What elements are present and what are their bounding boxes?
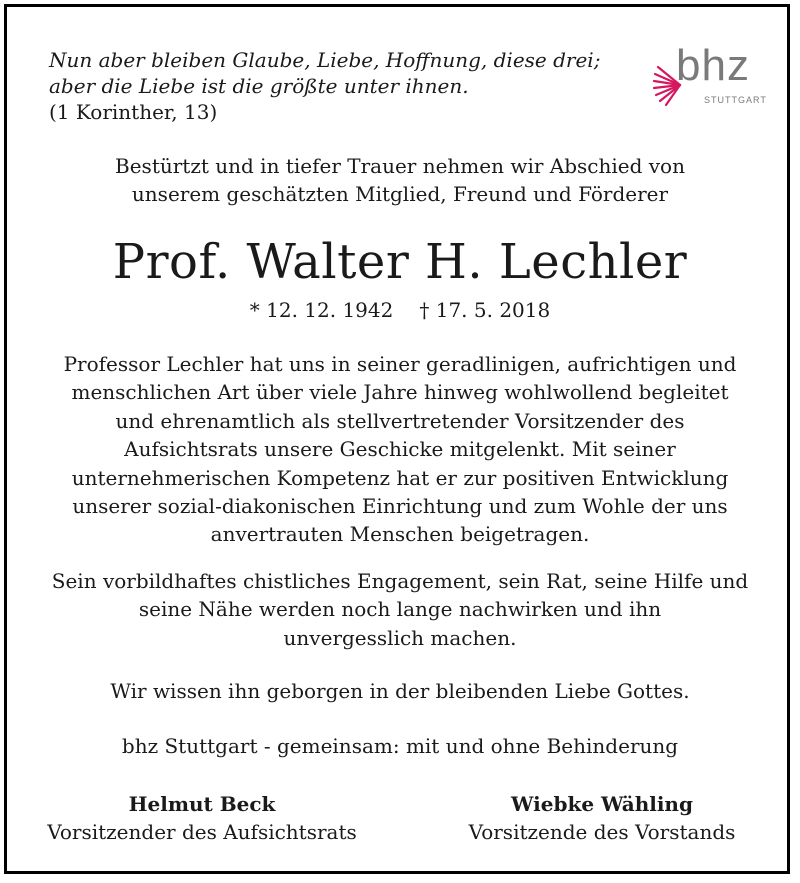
faith-line: Wir wissen ihn geborgen in der bleibenden Liebe Gottes. bbox=[110, 679, 690, 703]
intro-line: Bestürtzt und in tiefer Trauer nehmen wir Abschied von bbox=[115, 154, 685, 178]
signature-block bbox=[37, 790, 367, 846]
obituary-notice bbox=[4, 4, 790, 874]
paragraph-line: unserer sozial-diakonischen Einrichtung und zum Wohle der uns bbox=[72, 494, 728, 519]
quote-source: (1 Korinther, 13) bbox=[49, 100, 218, 124]
paragraph-line: und ehrenamtlich als stellvertretender Vorsitzender des bbox=[115, 408, 685, 433]
paragraph-line: anvertrauten Menschen beigetragen. bbox=[210, 522, 590, 547]
logo-subtitle: STUTTGART bbox=[704, 95, 767, 105]
quote-line: aber die Liebe ist die größte unter ihnen. bbox=[49, 74, 469, 98]
paragraph-line: menschlichen Art über viele Jahre hinweg wohlwollend begleitet bbox=[71, 380, 729, 405]
signature-block bbox=[447, 790, 757, 846]
life-dates bbox=[7, 297, 793, 323]
tribute-paragraph bbox=[7, 350, 793, 549]
signatory-role: Vorsitzende des Vorstands bbox=[468, 820, 736, 844]
bible-quote bbox=[49, 47, 609, 125]
bhz-logo bbox=[652, 41, 767, 115]
death-date: † 17. 5. 2018 bbox=[419, 298, 551, 322]
logo-text: bhz bbox=[676, 41, 750, 90]
quote-line: Nun aber bleiben Glaube, Liebe, Hoffnung, diese drei; bbox=[49, 48, 601, 72]
paragraph-line: seine Nähe werden noch lange nachwirken und ihn bbox=[138, 597, 662, 622]
deceased-name: Prof. Walter H. Lechler bbox=[112, 234, 688, 290]
engagement-paragraph bbox=[7, 567, 793, 652]
signatory-name: Wiebke Wähling bbox=[511, 792, 693, 816]
birth-date: * 12. 12. 1942 bbox=[249, 298, 394, 322]
intro-text bbox=[7, 152, 793, 208]
paragraph-line: unternehmerischen Kompetenz hat er zur positiven Entwicklung bbox=[71, 465, 729, 490]
signatory-name: Helmut Beck bbox=[128, 792, 276, 816]
organization-line: bhz Stuttgart - gemeinsam: mit und ohne Behinderung bbox=[121, 734, 679, 758]
paragraph-line: Professor Lechler hat uns in seiner geradlinigen, aufrichtigen und bbox=[63, 352, 737, 376]
paragraph-line: Aufsichtsrats unsere Geschicke mitgelenkt. Mit seiner bbox=[124, 437, 676, 462]
paragraph-line: unvergesslich machen. bbox=[283, 625, 517, 650]
paragraph-line: Sein vorbildhaftes chistliches Engagement, sein Rat, seine Hilfe und bbox=[51, 569, 749, 593]
intro-line: unserem geschätzten Mitglied, Freund und Förderer bbox=[131, 182, 669, 206]
signatory-role: Vorsitzender des Aufsichtsrats bbox=[47, 820, 357, 844]
